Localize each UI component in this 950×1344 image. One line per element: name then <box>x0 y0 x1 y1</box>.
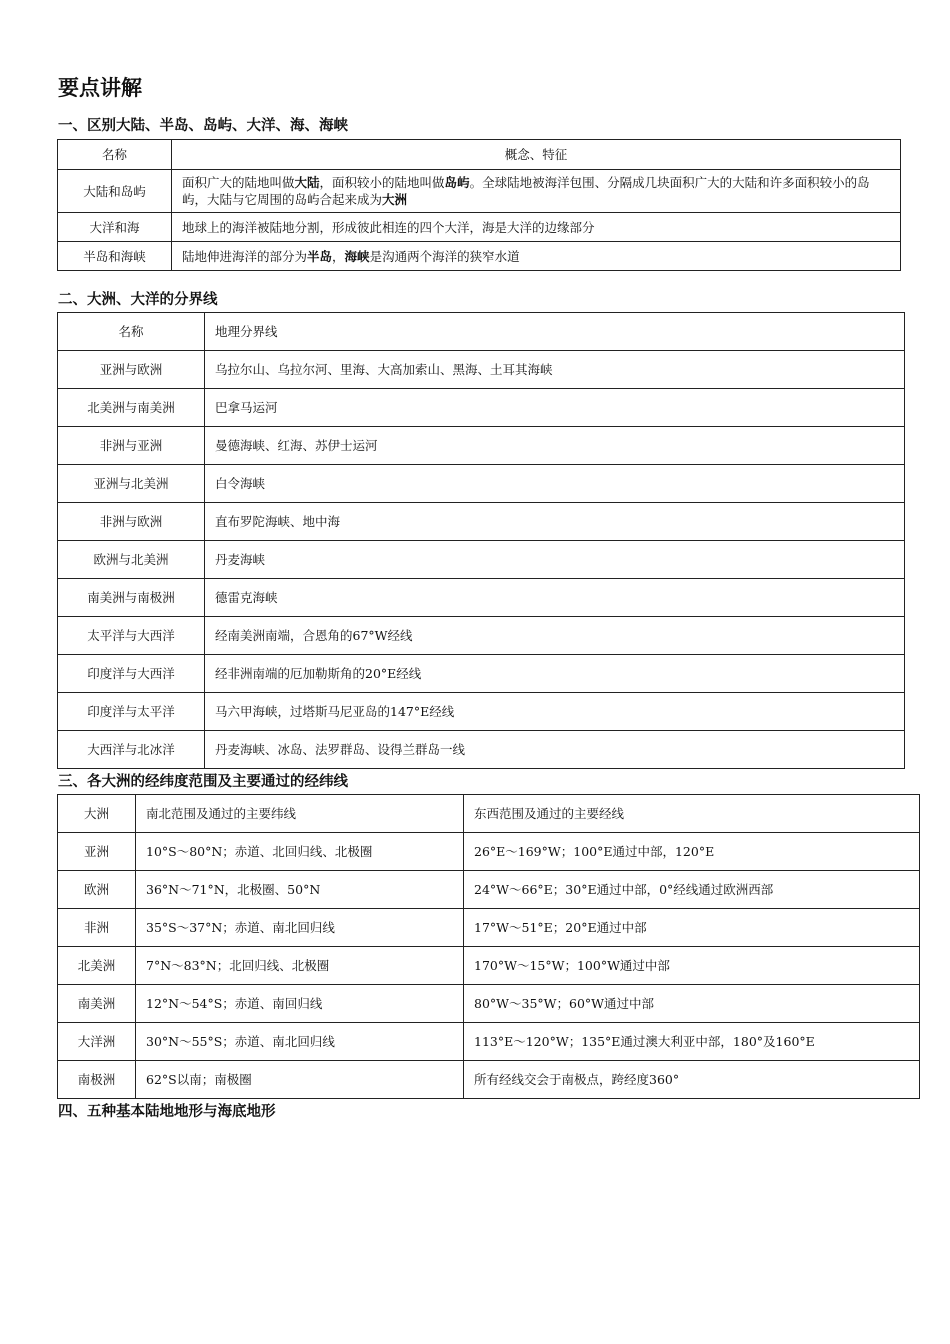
row-name: 欧洲与北美洲 <box>58 541 205 579</box>
row-value: 36°N～71°N，北极圈、50°N <box>136 871 464 909</box>
column-header: 名称 <box>58 140 172 170</box>
row-name: 大洋洲 <box>58 1023 136 1061</box>
row-value: 经非洲南端的厄加勒斯角的20°E经线 <box>205 655 905 693</box>
table-row <box>58 1061 920 1099</box>
row-value: 7°N～83°N；北回归线、北极圈 <box>136 947 464 985</box>
row-name: 北美洲 <box>58 947 136 985</box>
section2-heading: 二、大洲、大洋的分界线 <box>58 292 218 308</box>
table-header-row <box>58 313 905 351</box>
column-header: 概念、特征 <box>172 140 901 170</box>
row-name: 南美洲与南极洲 <box>58 579 205 617</box>
row-value: 62°S以南；南极圈 <box>136 1061 464 1099</box>
row-description: 陆地伸进海洋的部分为半岛，海峡是沟通两个海洋的狭窄水道 <box>172 242 901 271</box>
table-row <box>58 947 920 985</box>
row-value: 80°W～35°W；60°W通过中部 <box>464 985 920 1023</box>
row-value: 丹麦海峡、冰岛、法罗群岛、设得兰群岛一线 <box>205 731 905 769</box>
column-header: 大洲 <box>58 795 136 833</box>
column-header: 地理分界线 <box>205 313 905 351</box>
table-row <box>58 389 905 427</box>
row-value: 德雷克海峡 <box>205 579 905 617</box>
table-header-row <box>58 795 920 833</box>
row-name: 非洲 <box>58 909 136 947</box>
row-name: 南美洲 <box>58 985 136 1023</box>
column-header: 名称 <box>58 313 205 351</box>
row-name: 大西洋与北冰洋 <box>58 731 205 769</box>
row-value: 马六甲海峡，过塔斯马尼亚岛的147°E经线 <box>205 693 905 731</box>
row-name: 非洲与亚洲 <box>58 427 205 465</box>
row-value: 113°E～120°W；135°E通过澳大利亚中部，180°及160°E <box>464 1023 920 1061</box>
row-name: 印度洋与太平洋 <box>58 693 205 731</box>
table-row <box>58 541 905 579</box>
row-name: 亚洲 <box>58 833 136 871</box>
row-value: 30°N～55°S；赤道、南北回归线 <box>136 1023 464 1061</box>
row-value: 乌拉尔山、乌拉尔河、里海、大高加索山、黑海、土耳其海峡 <box>205 351 905 389</box>
section3-table <box>57 794 920 1099</box>
table-row <box>58 465 905 503</box>
section3-heading: 三、各大洲的经纬度范围及主要通过的经纬线 <box>58 774 348 790</box>
section2-table <box>57 312 905 769</box>
row-name: 太平洋与大西洋 <box>58 617 205 655</box>
section1-heading: 一、区别大陆、半岛、岛屿、大洋、海、海峡 <box>58 118 348 134</box>
row-value: 白令海峡 <box>205 465 905 503</box>
table-row <box>58 579 905 617</box>
table-row <box>58 617 905 655</box>
row-name: 半岛和海峡 <box>58 242 172 271</box>
row-name: 非洲与欧洲 <box>58 503 205 541</box>
row-name: 北美洲与南美洲 <box>58 389 205 427</box>
table-row <box>58 985 920 1023</box>
table-row <box>58 170 901 213</box>
row-value: 12°N～54°S；赤道、南回归线 <box>136 985 464 1023</box>
row-value: 直布罗陀海峡、地中海 <box>205 503 905 541</box>
column-header: 南北范围及通过的主要纬线 <box>136 795 464 833</box>
row-name: 大洋和海 <box>58 213 172 242</box>
table-row <box>58 427 905 465</box>
section4-heading: 四、五种基本陆地地形与海底地形 <box>58 1104 276 1120</box>
table-row <box>58 503 905 541</box>
table-row <box>58 242 901 271</box>
row-value: 经南美洲南端，合恩角的67°W经线 <box>205 617 905 655</box>
row-value: 17°W～51°E；20°E通过中部 <box>464 909 920 947</box>
row-name: 欧洲 <box>58 871 136 909</box>
table-row <box>58 1023 920 1061</box>
table-row <box>58 909 920 947</box>
row-name: 亚洲与北美洲 <box>58 465 205 503</box>
table-row <box>58 871 920 909</box>
column-header: 东西范围及通过的主要经线 <box>464 795 920 833</box>
row-value: 丹麦海峡 <box>205 541 905 579</box>
row-name: 印度洋与大西洋 <box>58 655 205 693</box>
row-description: 地球上的海洋被陆地分割，形成彼此相连的四个大洋，海是大洋的边缘部分 <box>172 213 901 242</box>
table-row <box>58 731 905 769</box>
row-value: 24°W～66°E；30°E通过中部，0°经线通过欧洲西部 <box>464 871 920 909</box>
row-name: 亚洲与欧洲 <box>58 351 205 389</box>
row-value: 170°W～15°W；100°W通过中部 <box>464 947 920 985</box>
table-row <box>58 351 905 389</box>
row-value: 所有经线交会于南极点，跨经度360° <box>464 1061 920 1099</box>
table-row <box>58 833 920 871</box>
page-title: 要点讲解 <box>58 76 142 100</box>
row-description: 面积广大的陆地叫做大陆，面积较小的陆地叫做岛屿。全球陆地被海洋包围、分隔成几块面积广大的大陆和许多面积较小的岛屿，大陆与它周围的岛屿合起来成为大洲 <box>172 170 901 213</box>
row-value: 曼德海峡、红海、苏伊士运河 <box>205 427 905 465</box>
row-name: 大陆和岛屿 <box>58 170 172 213</box>
row-name: 南极洲 <box>58 1061 136 1099</box>
table-row <box>58 693 905 731</box>
row-value: 26°E～169°W；100°E通过中部，120°E <box>464 833 920 871</box>
table-row <box>58 655 905 693</box>
section1-table <box>57 139 901 271</box>
row-value: 10°S～80°N；赤道、北回归线、北极圈 <box>136 833 464 871</box>
row-value: 巴拿马运河 <box>205 389 905 427</box>
table-header-row <box>58 140 901 170</box>
row-value: 35°S～37°N；赤道、南北回归线 <box>136 909 464 947</box>
table-row <box>58 213 901 242</box>
